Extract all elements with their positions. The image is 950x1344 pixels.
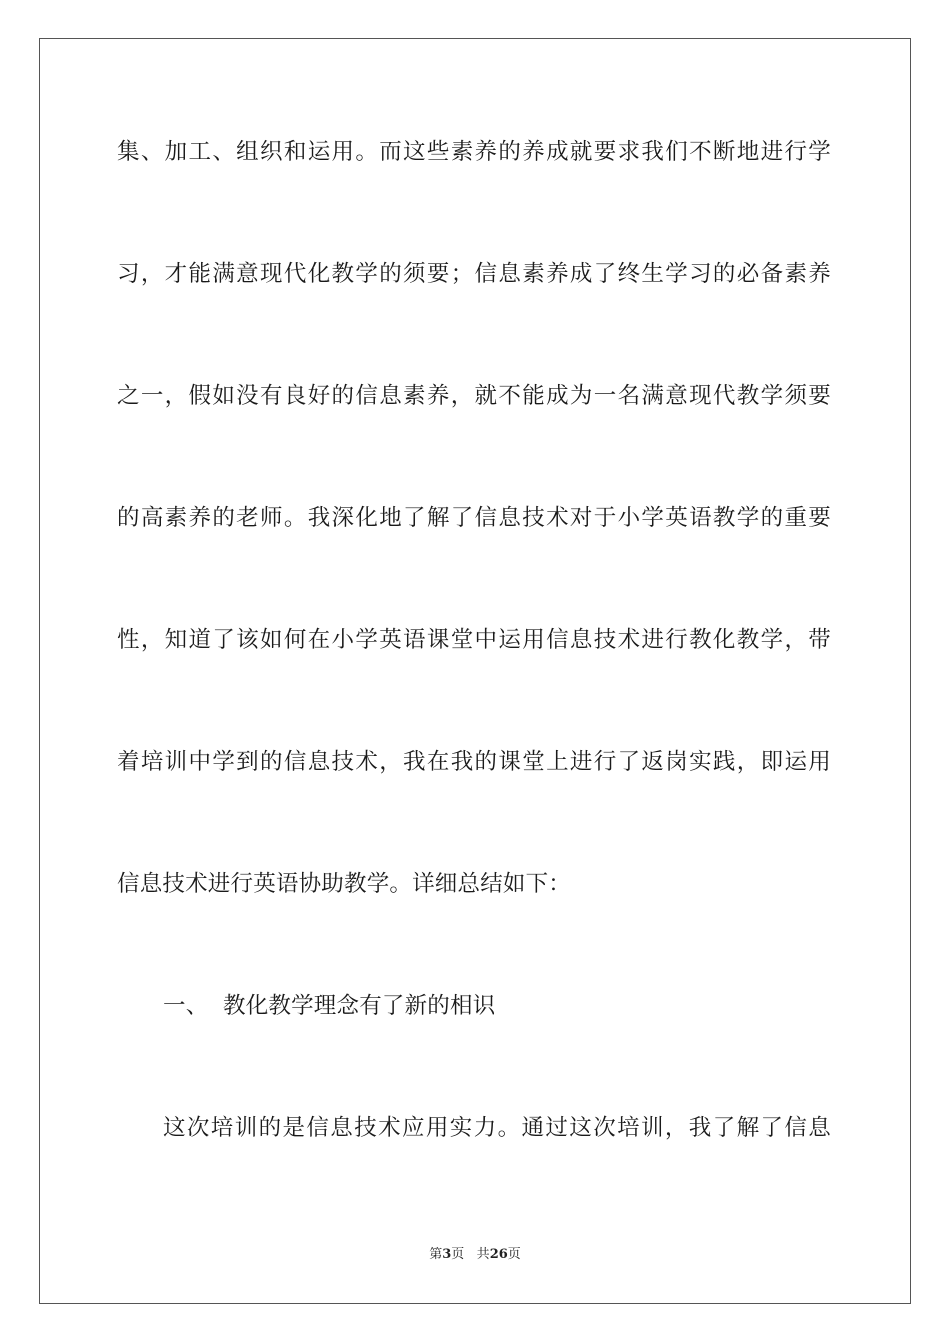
section-title: 教化教学理念有了新的相识 bbox=[223, 993, 496, 1019]
body-line-4: 的高素养的老师。我深化地了解了信息技术对于小学英语教学的重要 bbox=[117, 505, 831, 531]
total-pages: 26 bbox=[489, 1247, 508, 1262]
body-line-2: 习，才能满意现代化教学的须要；信息素养成了终生学习的必备素养 bbox=[117, 261, 831, 287]
total-prefix: 共 bbox=[476, 1247, 490, 1262]
body-line-6: 着培训中学到的信息技术，我在我的课堂上进行了返岗实践，即运用 bbox=[117, 749, 831, 775]
body-line-7: 信息技术进行英语协助教学。详细总结如下： bbox=[117, 871, 572, 897]
section-heading bbox=[163, 991, 495, 1021]
page-number: 3 bbox=[442, 1247, 452, 1262]
body-line-1: 集、加工、组织和运用。而这些素养的养成就要求我们不断地进行学 bbox=[117, 139, 831, 165]
page-suffix: 页 bbox=[451, 1247, 465, 1262]
body-line-3: 之一，假如没有良好的信息素养，就不能成为一名满意现代教学须要 bbox=[117, 383, 831, 409]
body-line-5: 性，知道了该如何在小学英语课堂中运用信息技术进行教化教学，带 bbox=[117, 627, 831, 653]
paragraph-first-line: 这次培训的是信息技术应用实力。通过这次培训，我了解了信息 bbox=[163, 1115, 831, 1141]
page-footer bbox=[0, 1246, 950, 1264]
total-suffix: 页 bbox=[507, 1247, 521, 1262]
page-prefix: 第 bbox=[429, 1247, 443, 1262]
section-number: 一、 bbox=[163, 993, 209, 1019]
